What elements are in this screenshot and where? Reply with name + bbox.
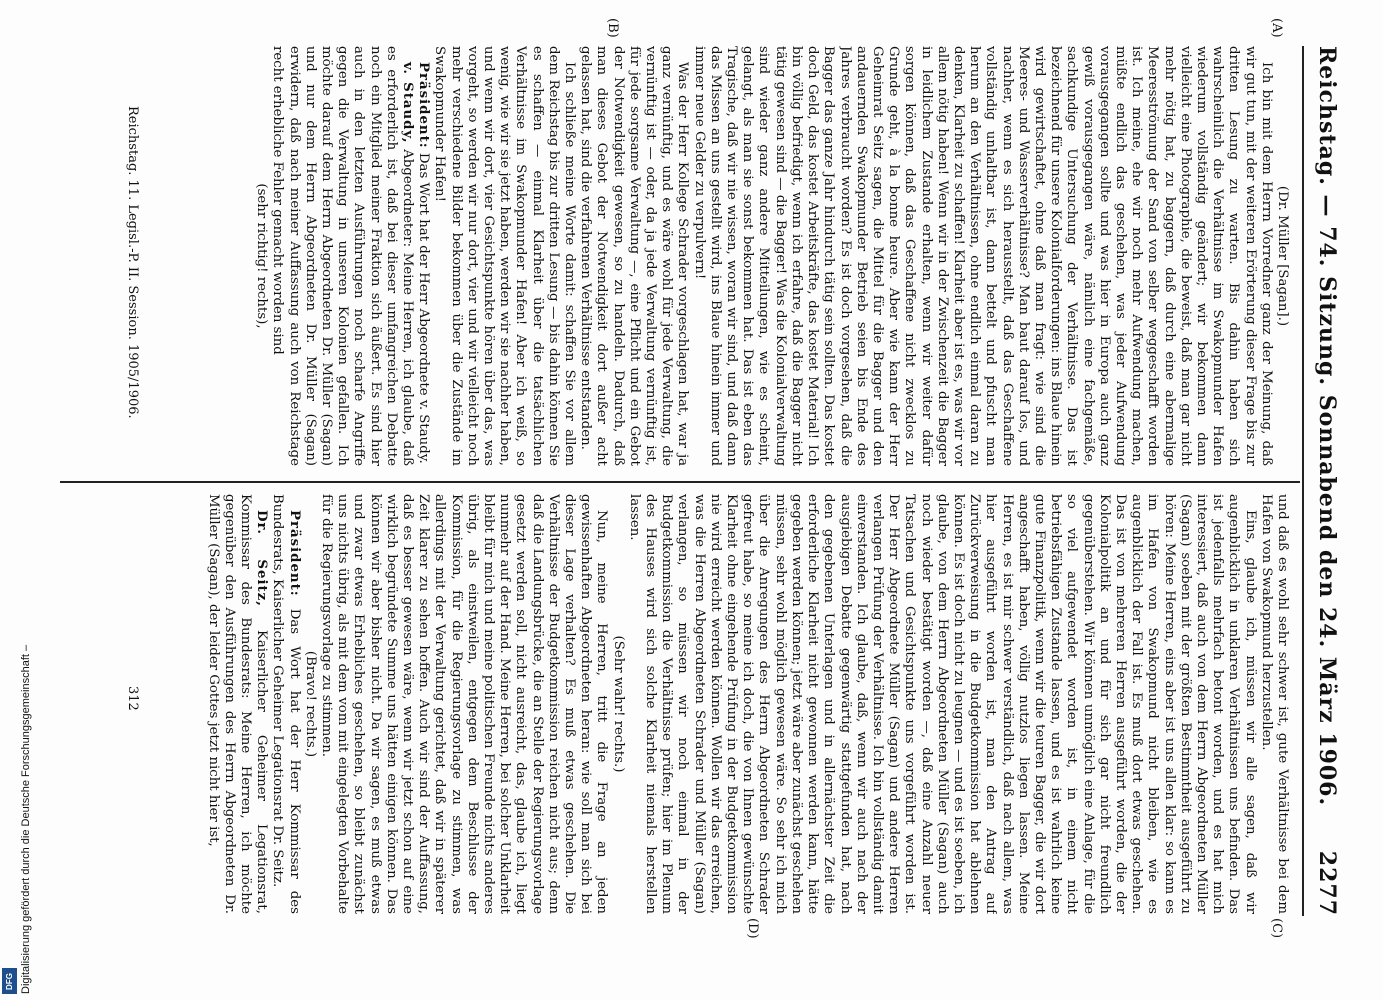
speaker-name: v. Staudy, (400, 62, 416, 144)
header-title: Reichstag. — 74. Sitzung. Sonnabend den 24. März 1906. (1314, 46, 1340, 807)
speaker-name: Präsident: (416, 62, 432, 149)
staudy-paragraph (269, 46, 415, 466)
president-paragraph (269, 494, 301, 914)
paragraph: und daß es wohl sehr schwer ist, gute Verhältnisse bei dem Hafen von Swakopmund herzustellen. (1258, 494, 1290, 914)
margin-marker-c: (C) (1269, 918, 1284, 939)
paragraph: Was der Herr Kollege Schrader vorgeschlagen hat, war ja ganz vernünftig, und es wäre wohl für jede Verwaltung, die vernünftig ist — oder, da ja jede Verwaltung vernünftig ist, für jede sorgsame Verwaltung —, eine Pflicht und ein Gebot der Notwendigkeit gewesen, so zu handeln. Dadurch, daß man dieses Gebot der Notwendigkeit dort außer acht gelassen hat, sind die verfahrenen Verhältnisse entstanden. (578, 46, 691, 466)
speaker-text: Das Wort hat der Herr Kommissar des Bundesrats, Kaiserlicher Geheimer Legationsrat Dr. Seitz. (270, 494, 302, 914)
page-number: 2277 (1314, 850, 1340, 916)
speaker-text: Abgeordneter: Meine Herren, ich glaube, daß es erforderlich ist, daß bei dieser umfangreichen Debatte noch ein Mitglied meiner Fraktion sich äußert. Es sind hier auch in den letzten Ausführungen noch scharfe Angriffe gegen die Verwaltung in unseren Kolonien gefallen. Ich möchte darauf dem Herrn Abgeordneten Dr. Müller (Sagan) und nur dem Herrn Abgeordneten Dr. Müller (Sagan) erwidern, daß nach meiner Auffassung auch von Reichstage recht erhebliche Fehler gemacht worden sind (270, 46, 416, 466)
interjection: (sehr richtig! rechts), (254, 183, 270, 329)
left-column (50, 46, 1290, 466)
running-header (1310, 46, 1340, 916)
footer-source: Reichstag. 11. Legisl.-P. II. Session. 1905/1906. (125, 106, 140, 419)
speaker-intro: (Dr. Müller [Sagan].) (1275, 185, 1290, 327)
paragraph: Ich bin mit dem Herrn Vorredner ganz der Meinung, daß wir gut tun, mit der weiteren Erörterung dieser Frage bis zur dritten Lesung zu warten. Bis dahin haben sich wahrscheinlich die Verhältnisse im Swakopmunder Hafen wiederum vollständig geändert; wir bekommen dann vielleicht eine Photographie, die beweist, daß man gar nicht mehr nötig hat, zu baggern, daß durch eine abermalige Meeresströmung der Sand von selber weggeschafft worden ist. Ich meine, ehe wir noch mehr Aufwendung machen, müßte endlich das geschehen, was jeder Aufwendung vorausgegangen sollte und was hier in Europa auch ganz gewiß vorausgegangen wäre, nämlich eine fachgemäße, sachkundige Untersuchung der Verhältnisse. Das ist bezeichnend für unsere Kolonialforderungen: ins Blaue hinein wird gewirtschaftet, ohne daß man fragt: wie sind die Meeres- und Wasserverhältnisse? Man baut darauf los, und nachher, wenn es sich herausstellt, daß das Geschaffene vollständig unhaltbar ist, dann bettelt und pfuscht man herum an den Verhältnissen, ohne endlich einmal daran zu denken, Klarheit zu schaffen! Klarheit aber ist es, was wir vor allem nötig haben! Wenn wir in der Zwischenzeit die Bagger in leidlichem Zustande erhalten, wenn wir weiter dafür sorgen können, daß das Geschaffene nicht zwecklos zu Grunde geht, à la bonne heure. Aber wie kann der Herr Geheimrat Seitz sagen, die Mittel für die Bagger und den andauernden Swakopmunder Betrieb seien bis Ende des Jahres verbraucht worden? Es ist doch vorgesehen, daß die Bagger das ganze Jahr hindurch tätig sein sollten. Das kostet doch Geld, das kostet Arbeitskräfte, das kostet Material! Ich bin völlig befriedigt, wenn ich erfahre, daß die Bagger nicht tätig gewesen sind — die Bagger! Was die Kolonialverwaltung sind wieder ganz andere Mitteilungen, wie es scheint, gelangt, als man sie sonst bekommen hat. Das ist eben das Tragische, daß wir nie wissen, woran wir sind, und daß dann das Missen an uns gestellt wird, ins Blaue hinein immer und immer neue Gelder zu verpulvern! (691, 46, 1274, 466)
right-column (50, 494, 1290, 914)
speaker-name: Dr. Seitz, (254, 510, 270, 607)
margin-marker-a: (A) (1269, 18, 1284, 38)
rotated-page-scan (50, 18, 1340, 939)
margin-marker-b: (B) (605, 18, 620, 38)
header-rule (1302, 46, 1304, 916)
speaker-text: Kaiserlicher Geheimer Legationsrat, Kommissar des Bundesrats: Meine Herren, ich möchte gegenüber den Ausführungen des Herrn Abgeordneten Dr. Müller (Sagan), der leider Gottes jetzt nicht hier ist, (205, 494, 270, 914)
margin-marker-d: (D) (745, 918, 760, 939)
digitization-note: Digitalisierung gefördert durch die Deutsche Forschungsgemeinschaft – (20, 644, 32, 994)
footer-sheet-number: 312 (125, 686, 140, 711)
column-divider (60, 481, 1300, 483)
dfg-logo (2, 968, 17, 994)
paragraph: Eins, glaube ich, müssen wir alle sagen, daß wir augenblicklich in unklaren Verhältnissen uns befinden. Das ist jedenfalls mehrfach betont worden, und es hat mich interessiert, daß auch von dem Herrn Abgeordneten Müller (Sagan) soeben mit der größten Bestimmtheit ausgeführt zu hören: Meine Herren, eins aber ist uns allen klar: so kann es im Hafen von Swakopmund nicht bleiben, wie es augenblicklich der Fall ist. Es muß dort etwas geschehen. Das ist von mehreren Herren ausgeführt worden, die der Kolonialpolitik an und für sich gar nicht freundlich gegenüberstehen. Wir können unmöglich eine Anlage, für die so viel aufgewendet worden ist, in einem nicht betriebsfähigen Zustande lassen, und es ist wahrlich keine gute Finanzpolitik, wenn wir die teuren Bagger, die wir dort angeschafft haben, völlig nutzlos liegen lassen. Meine Herren, es ist mir schwer verständlich, daß nach allem, was hier ausgeführt worden ist, man den Antrag auf Zurückverweisung in die Budgetkommission hat ablehnen können. Es ist doch nicht zu leugnen — und es ist soeben, ich glaube, von dem Herrn Abgeordneten Müller (Sagan) auch noch wieder bestätigt worden —, daß eine Anzahl neuer Tatsachen und Gesichtspunkte uns vorgeführt worden ist. Der Herr Abgeordnete Müller (Sagan) und andere Herren verlangen Prüfung der Verhältnisse. Ich bin vollständig damit einverstanden. Ich glaube, daß, wenn wir auch nach der ausgiebigen Debatte gegenwärtig stattgefunden hat, nach den gegebenen Unterlagen und in allernächster Zeit die erforderliche Klarheit nicht gewonnen werden kann, hätte gegeben werden können; jetzt wäre aber zunächst geschehen müssen, sehr wohl möglich gewesen wäre. So sehr ich mich über die Anregungen des Herrn Abgeordneten Schrader gefreut habe, so meine ich doch, die von Ihnen gewünschte Klarheit ohne eingehende Prüfung in der Budgetkommission nie wird erreicht werden können. Wollen wir das erreichen, was die Herren Abgeordneten Schrader und Müller (Sagan) verlangen, so müssen wir noch einmal in der Budgetkommission die Verhältnisse prüfen; hier im Plenum des Hauses wird sich solche Klarheit niemals herstellen lassen. (626, 494, 1258, 914)
paragraph: Ich schließe meine Worte damit: schaffen Sie vor allem dem Reichstag bis zur dritten Lesung — bis dahin können Sie es schaffen — einmal Klarheit über die tatsächlichen Verhältnisse im Swakopmunder Hafen! Aber ich weiß, so wenig, wie wir sie jetzt haben, werden wir sie nachher haben, und wenn wir dort, vier Gesichtspunkte hören über das, was vorgeht, so werden wir nur dort, vier und wir vielleicht noch mehr verschiedene Bilder bekommen über die Zustände im Swakopmunder Hafen! (432, 46, 578, 466)
paragraph: Nun, meine Herren, tritt die Frage an jeden gewissenhaften Abgeordneten heran: wie soll man sich bei dieser Lage verhalten? Es muß etwas geschehen. Die Verhältnisse der Budgetkommission reichen nicht aus; denn daß die Landungsbrücke, die an Stelle der Regierungsvorlage gesetzt werden soll, nicht ausreicht, das, glaube ich, liegt nunmehr auf der Hand. Meine Herren, bei solcher Unklarheit bleibt für mich und meine politischen Freunde nichts anderes übrig, als einstweilen, entgegen dem Beschlusse der Kommission, für die Regierungsvorlage zu stimmen, was allerdings mit der Verwaltung gerichtet, daß wir in späterer Zeit klarer zu sehen hoffen. Auch wir sind der Auffassung, daß es besser gewesen wäre, wenn wir jetzt schon auf eine wirklich begründete Summe uns hätten einigen können. Das können wir aber bisher nicht. Da wir sagen, es muß etwas und zwar etwas Erhebliches geschehen, so bleibt zunächst uns nichts übrig, als mit dem vom mit eingelegten Vorbehalte für die Regierungsvorlage zu stimmen. (319, 494, 610, 914)
interjection: (Sehr wahr! rechts.) (610, 635, 626, 773)
speaker-name: Präsident: (286, 510, 302, 597)
speaker-text: Das Wort hat der Herr Abgeordnete v. Staudy. (416, 152, 432, 464)
dfg-logo-text: DFG (5, 972, 15, 990)
seitz-paragraph (204, 494, 269, 914)
interjection: (Bravo! rechts.) (302, 650, 318, 758)
president-paragraph (415, 46, 431, 466)
